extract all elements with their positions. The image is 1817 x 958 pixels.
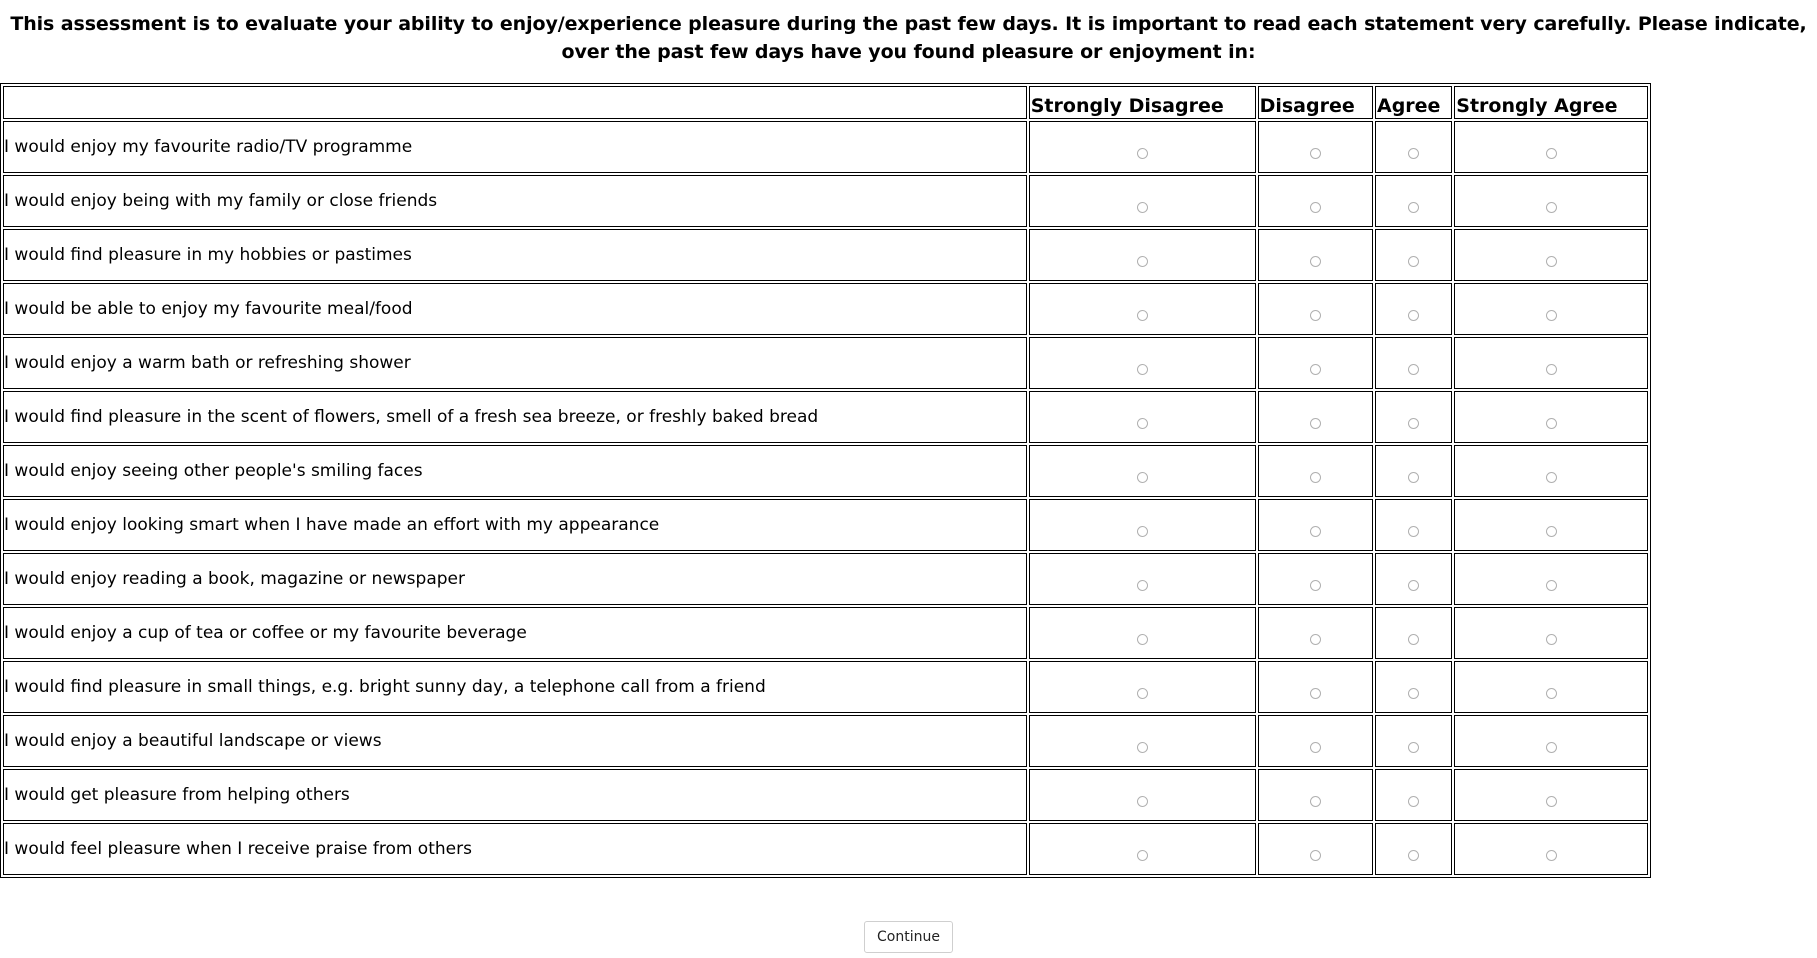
statement-row <box>3 769 1648 821</box>
radio-agree[interactable] <box>1408 202 1419 213</box>
statement-text: I would find pleasure in my hobbies or pastimes <box>3 229 1027 281</box>
radio-strongly-agree[interactable] <box>1546 850 1557 861</box>
response-cell-disagree <box>1258 283 1373 335</box>
header-row <box>3 86 1648 119</box>
response-cell-strongly-disagree <box>1029 121 1256 173</box>
response-cell-strongly-disagree <box>1029 445 1256 497</box>
header-agree: Agree <box>1375 86 1452 119</box>
response-cell-strongly-agree <box>1454 445 1648 497</box>
radio-disagree[interactable] <box>1310 472 1321 483</box>
response-cell-strongly-agree <box>1454 283 1648 335</box>
response-cell-disagree <box>1258 553 1373 605</box>
radio-strongly-disagree[interactable] <box>1137 688 1148 699</box>
statement-row <box>3 337 1648 389</box>
radio-disagree[interactable] <box>1310 310 1321 321</box>
radio-agree[interactable] <box>1408 688 1419 699</box>
response-cell-strongly-agree <box>1454 175 1648 227</box>
radio-strongly-disagree[interactable] <box>1137 742 1148 753</box>
statement-row <box>3 823 1648 875</box>
header-strongly-disagree: Strongly Disagree <box>1029 86 1256 119</box>
radio-strongly-disagree[interactable] <box>1137 148 1148 159</box>
radio-strongly-agree[interactable] <box>1546 526 1557 537</box>
statement-text: I would enjoy reading a book, magazine or newspaper <box>3 553 1027 605</box>
radio-strongly-disagree[interactable] <box>1137 526 1148 537</box>
statement-row <box>3 175 1648 227</box>
statement-row <box>3 499 1648 551</box>
statement-row <box>3 229 1648 281</box>
response-cell-strongly-disagree <box>1029 391 1256 443</box>
response-cell-agree <box>1375 499 1452 551</box>
response-cell-strongly-disagree <box>1029 661 1256 713</box>
radio-agree[interactable] <box>1408 634 1419 645</box>
response-cell-disagree <box>1258 175 1373 227</box>
response-cell-strongly-disagree <box>1029 499 1256 551</box>
response-cell-agree <box>1375 661 1452 713</box>
radio-disagree[interactable] <box>1310 256 1321 267</box>
radio-strongly-agree[interactable] <box>1546 688 1557 699</box>
radio-agree[interactable] <box>1408 472 1419 483</box>
radio-agree[interactable] <box>1408 310 1419 321</box>
radio-strongly-disagree[interactable] <box>1137 418 1148 429</box>
radio-strongly-agree[interactable] <box>1546 742 1557 753</box>
radio-strongly-disagree[interactable] <box>1137 850 1148 861</box>
statement-text: I would get pleasure from helping others <box>3 769 1027 821</box>
response-cell-strongly-disagree <box>1029 823 1256 875</box>
response-cell-strongly-agree <box>1454 391 1648 443</box>
statement-text: I would enjoy a beautiful landscape or views <box>3 715 1027 767</box>
radio-strongly-agree[interactable] <box>1546 472 1557 483</box>
radio-strongly-agree[interactable] <box>1546 364 1557 375</box>
statement-text: I would enjoy my favourite radio/TV programme <box>3 121 1027 173</box>
radio-agree[interactable] <box>1408 364 1419 375</box>
radio-disagree[interactable] <box>1310 526 1321 537</box>
radio-strongly-disagree[interactable] <box>1137 202 1148 213</box>
response-cell-strongly-disagree <box>1029 175 1256 227</box>
response-cell-agree <box>1375 337 1452 389</box>
statement-text: I would enjoy seeing other people's smiling faces <box>3 445 1027 497</box>
response-cell-disagree <box>1258 715 1373 767</box>
radio-disagree[interactable] <box>1310 634 1321 645</box>
statement-text: I would enjoy a warm bath or refreshing shower <box>3 337 1027 389</box>
statement-text: I would enjoy being with my family or close friends <box>3 175 1027 227</box>
response-cell-strongly-disagree <box>1029 229 1256 281</box>
radio-strongly-agree[interactable] <box>1546 634 1557 645</box>
radio-disagree[interactable] <box>1310 418 1321 429</box>
response-cell-strongly-agree <box>1454 553 1648 605</box>
statement-row <box>3 661 1648 713</box>
response-cell-agree <box>1375 553 1452 605</box>
radio-strongly-disagree[interactable] <box>1137 634 1148 645</box>
response-cell-strongly-agree <box>1454 229 1648 281</box>
statement-text: I would enjoy looking smart when I have made an effort with my appearance <box>3 499 1027 551</box>
radio-strongly-disagree[interactable] <box>1137 364 1148 375</box>
statement-row <box>3 607 1648 659</box>
response-cell-disagree <box>1258 121 1373 173</box>
statement-text: I would feel pleasure when I receive praise from others <box>3 823 1027 875</box>
radio-strongly-disagree[interactable] <box>1137 580 1148 591</box>
response-cell-agree <box>1375 769 1452 821</box>
response-cell-agree <box>1375 283 1452 335</box>
radio-disagree[interactable] <box>1310 850 1321 861</box>
response-cell-strongly-agree <box>1454 823 1648 875</box>
radio-disagree[interactable] <box>1310 796 1321 807</box>
response-cell-strongly-disagree <box>1029 337 1256 389</box>
statement-row <box>3 391 1648 443</box>
response-cell-strongly-agree <box>1454 337 1648 389</box>
response-cell-disagree <box>1258 229 1373 281</box>
response-cell-agree <box>1375 121 1452 173</box>
response-cell-agree <box>1375 823 1452 875</box>
statement-row <box>3 445 1648 497</box>
radio-strongly-disagree[interactable] <box>1137 472 1148 483</box>
response-cell-agree <box>1375 175 1452 227</box>
radio-strongly-agree[interactable] <box>1546 256 1557 267</box>
radio-disagree[interactable] <box>1310 364 1321 375</box>
response-cell-strongly-agree <box>1454 607 1648 659</box>
radio-agree[interactable] <box>1408 148 1419 159</box>
response-cell-strongly-disagree <box>1029 553 1256 605</box>
response-cell-disagree <box>1258 445 1373 497</box>
response-cell-disagree <box>1258 499 1373 551</box>
radio-strongly-agree[interactable] <box>1546 202 1557 213</box>
radio-strongly-agree[interactable] <box>1546 418 1557 429</box>
radio-agree[interactable] <box>1408 796 1419 807</box>
response-cell-disagree <box>1258 823 1373 875</box>
header-strongly-agree: Strongly Agree <box>1454 86 1648 119</box>
response-cell-disagree <box>1258 607 1373 659</box>
radio-agree[interactable] <box>1408 526 1419 537</box>
response-cell-agree <box>1375 607 1452 659</box>
radio-strongly-disagree[interactable] <box>1137 796 1148 807</box>
radio-agree[interactable] <box>1408 256 1419 267</box>
radio-agree[interactable] <box>1408 742 1419 753</box>
instructions-text: This assessment is to evaluate your ability to enjoy/experience pleasure during the past few days. It is important to read each statement very carefully. Please indicate, over the past few days have you found pleasure or enjoyment in: <box>10 13 1807 63</box>
response-cell-strongly-disagree <box>1029 715 1256 767</box>
radio-strongly-agree[interactable] <box>1546 796 1557 807</box>
radio-strongly-agree[interactable] <box>1546 580 1557 591</box>
continue-button[interactable]: Continue <box>864 921 953 953</box>
response-cell-agree <box>1375 229 1452 281</box>
header-disagree: Disagree <box>1258 86 1373 119</box>
statement-row <box>3 121 1648 173</box>
statement-text: I would be able to enjoy my favourite meal/food <box>3 283 1027 335</box>
radio-disagree[interactable] <box>1310 148 1321 159</box>
response-cell-strongly-disagree <box>1029 607 1256 659</box>
statement-text: I would enjoy a cup of tea or coffee or my favourite beverage <box>3 607 1027 659</box>
radio-strongly-agree[interactable] <box>1546 148 1557 159</box>
statement-row <box>3 715 1648 767</box>
radio-disagree[interactable] <box>1310 202 1321 213</box>
statement-text: I would find pleasure in small things, e.g. bright sunny day, a telephone call from a friend <box>3 661 1027 713</box>
response-cell-strongly-agree <box>1454 121 1648 173</box>
radio-agree[interactable] <box>1408 418 1419 429</box>
radio-agree[interactable] <box>1408 580 1419 591</box>
header-statement <box>3 86 1027 119</box>
response-cell-strongly-disagree <box>1029 283 1256 335</box>
radio-strongly-agree[interactable] <box>1546 310 1557 321</box>
response-cell-agree <box>1375 445 1452 497</box>
radio-disagree[interactable] <box>1310 580 1321 591</box>
response-cell-strongly-agree <box>1454 715 1648 767</box>
radio-agree[interactable] <box>1408 850 1419 861</box>
continue-container <box>0 921 1817 953</box>
survey-body <box>3 121 1648 875</box>
survey-table <box>0 83 1651 878</box>
statement-row <box>3 553 1648 605</box>
response-cell-disagree <box>1258 769 1373 821</box>
response-cell-disagree <box>1258 661 1373 713</box>
radio-strongly-disagree[interactable] <box>1137 310 1148 321</box>
response-cell-strongly-disagree <box>1029 769 1256 821</box>
response-cell-strongly-agree <box>1454 499 1648 551</box>
response-cell-agree <box>1375 715 1452 767</box>
response-cell-strongly-agree <box>1454 769 1648 821</box>
statement-text: I would find pleasure in the scent of flowers, smell of a fresh sea breeze, or freshly baked bread <box>3 391 1027 443</box>
statement-row <box>3 283 1648 335</box>
radio-disagree[interactable] <box>1310 688 1321 699</box>
response-cell-strongly-agree <box>1454 661 1648 713</box>
response-cell-disagree <box>1258 391 1373 443</box>
radio-disagree[interactable] <box>1310 742 1321 753</box>
radio-strongly-disagree[interactable] <box>1137 256 1148 267</box>
response-cell-agree <box>1375 391 1452 443</box>
response-cell-disagree <box>1258 337 1373 389</box>
